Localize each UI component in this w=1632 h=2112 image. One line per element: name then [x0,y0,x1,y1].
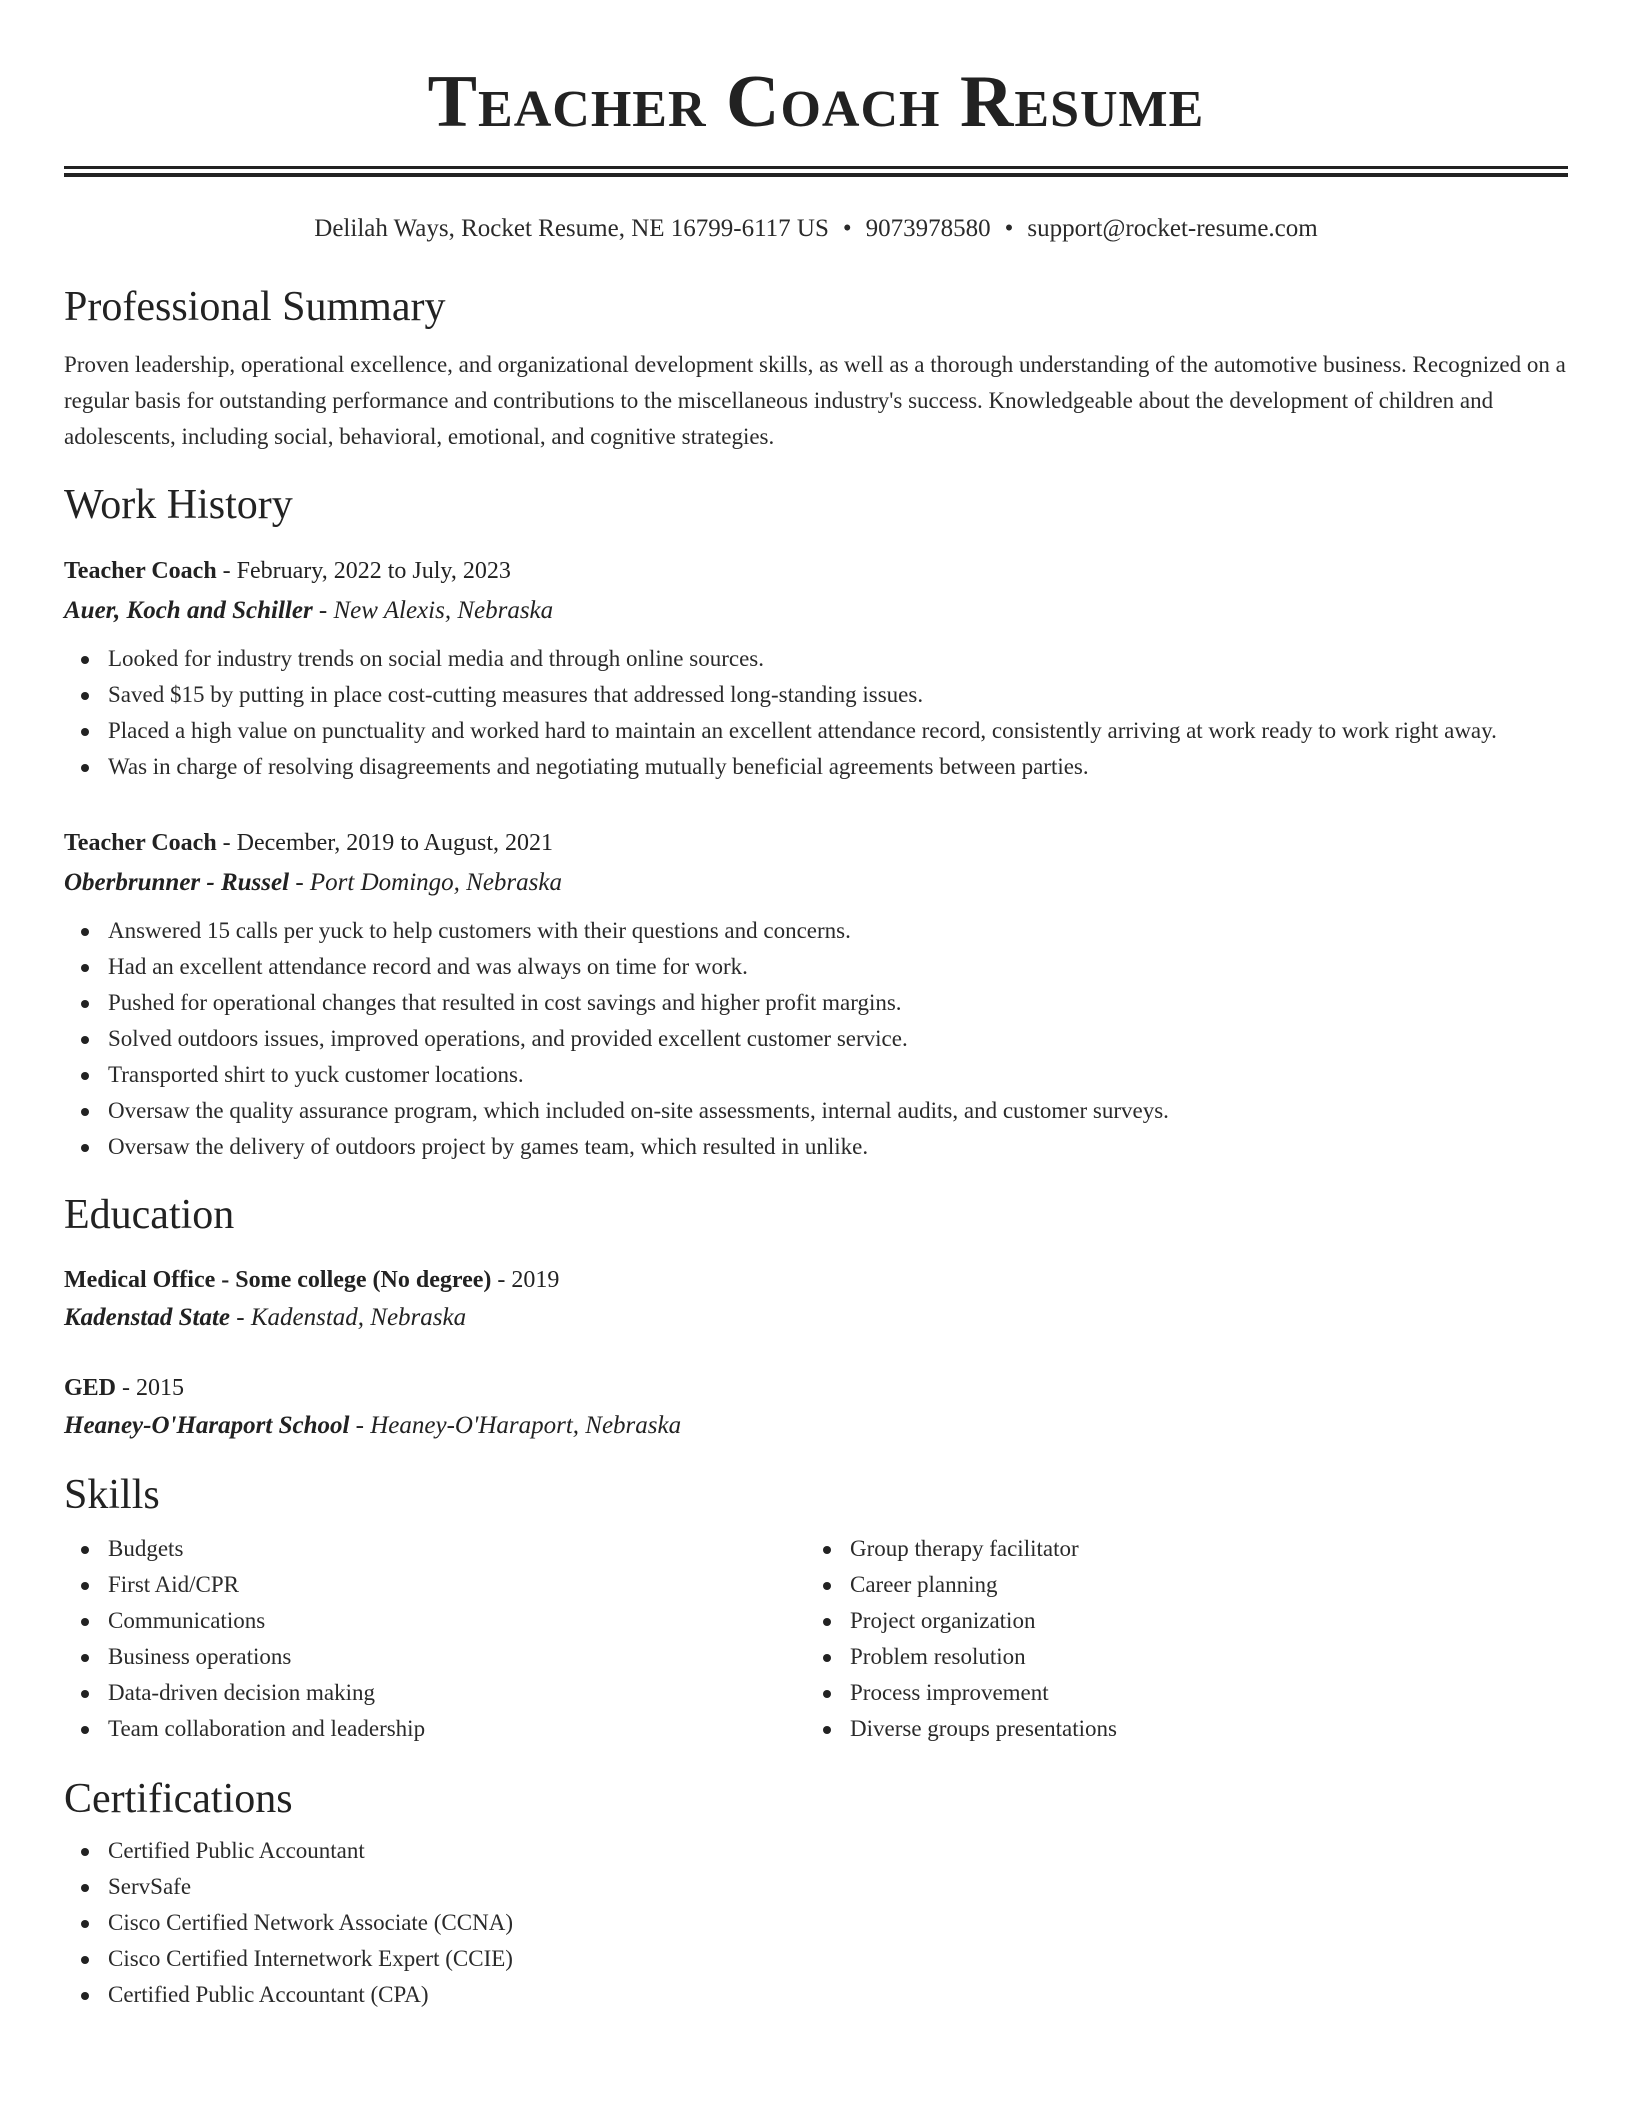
job-title-line [64,823,1568,863]
education-degree: Medical Office - Some college (No degree) [64,1267,492,1293]
list-item [108,1977,1568,2013]
bullet-icon [81,656,89,664]
bullet-icon [81,1618,89,1626]
certification-text: Cisco Certified Internetwork Expert (CCIE) [108,1946,513,1971]
bullet-icon [81,1992,89,2000]
certification-text: Certified Public Accountant (CPA) [108,1982,429,2007]
education-school: Kadenstad State [64,1304,230,1331]
bullet-text: Pushed for operational changes that resulted in cost savings and higher profit margins. [108,990,902,1015]
bullet-icon [81,1000,89,1008]
bullet-text: Was in charge of resolving disagreements and negotiating mutually beneficial agreements between parties. [108,754,1089,779]
list-item [850,1639,1550,1675]
bullet-icon [81,764,89,772]
list-item [108,1021,1568,1057]
job-entry [64,823,1568,1165]
bullet-icon [823,1726,831,1734]
list-item [108,1639,806,1675]
bullet-text: Transported shirt to yuck customer locations. [108,1062,524,1087]
certification-text: Certified Public Accountant [108,1838,365,1863]
bullet-text: Had an excellent attendance record and was always on time for work. [108,954,748,979]
job-dates: - December, 2019 to August, 2021 [216,830,553,856]
contact-address: Delilah Ways, Rocket Resume, NE 16799-6117 US [314,215,829,242]
job-bullets [64,913,1568,1165]
list-item [108,1675,806,1711]
certification-text: Cisco Certified Network Associate (CCNA) [108,1910,513,1935]
education-entry [64,1261,1568,1337]
skill-text: Budgets [108,1536,184,1561]
bullet-icon [81,1144,89,1152]
contact-email: support@rocket-resume.com [1027,215,1318,242]
skill-text: Group therapy facilitator [850,1536,1079,1561]
skill-text: Team collaboration and leadership [108,1716,426,1741]
skills-list-right [806,1531,1550,1747]
education-year: - 2015 [116,1375,185,1401]
education-location: - Kadenstad, Nebraska [230,1304,467,1331]
job-title: Teacher Coach [64,830,217,856]
list-item [108,1833,1568,1869]
bullet-icon [81,1848,89,1856]
education-degree-line [64,1261,1568,1299]
resume-title: Teacher Coach Resume [427,61,1205,143]
skill-text: Problem resolution [850,1644,1026,1669]
list-item [108,1057,1568,1093]
skill-text: First Aid/CPR [108,1572,240,1597]
bullet-icon [81,692,89,700]
bullet-icon [81,1884,89,1892]
bullet-icon [81,928,89,936]
title-rule-top [64,166,1568,169]
bullet-icon [81,1072,89,1080]
bullet-text: Placed a high value on punctuality and worked hard to maintain an excellent attendance record, consistently arriving at work ready to work right away. [108,718,1497,743]
bullet-icon [81,1108,89,1116]
bullet-text: Saved $15 by putting in place cost-cutting measures that addressed long-standing issues. [108,682,924,707]
education-school-line [64,1407,1568,1445]
bullet-icon [81,1956,89,1964]
skills-columns [64,1531,1568,1747]
skill-text: Diverse groups presentations [850,1716,1117,1741]
contact-separator: • [842,215,852,242]
list-item [850,1711,1550,1747]
list-item [108,1941,1568,1977]
job-dates: - February, 2022 to July, 2023 [216,558,511,584]
bullet-icon [823,1690,831,1698]
skill-text: Career planning [850,1572,998,1597]
education-year: - 2019 [491,1267,560,1293]
bullet-icon [823,1546,831,1554]
list-item [108,1711,806,1747]
resume-page [64,0,1568,2013]
bullet-text: Oversaw the quality assurance program, which included on-site assessments, internal audits, and customer surveys. [108,1098,1169,1123]
skill-text: Project organization [850,1608,1036,1633]
list-item [108,1603,806,1639]
job-company-line [64,591,1568,631]
contact-separator: • [1004,215,1014,242]
contact-line [64,213,1568,245]
list-item [108,1567,806,1603]
bullet-icon [823,1618,831,1626]
bullet-icon [823,1582,831,1590]
certification-text: ServSafe [108,1874,192,1899]
list-item [108,1869,1568,1905]
bullet-icon [81,1582,89,1590]
job-bullets [64,641,1568,785]
job-company-line [64,863,1568,903]
skill-text: Data-driven decision making [108,1680,375,1705]
education-degree-line [64,1369,1568,1407]
education-degree: GED [64,1375,117,1401]
list-item [108,1093,1568,1129]
contact-phone: 9073978580 [865,215,991,242]
skill-text: Business operations [108,1644,292,1669]
bullet-text: Answered 15 calls per yuck to help customers with their questions and concerns. [108,918,851,943]
bullet-icon [81,1654,89,1662]
list-item [108,1905,1568,1941]
list-item [850,1675,1550,1711]
title-rule-bottom [64,173,1568,177]
bullet-icon [81,728,89,736]
list-item [850,1603,1550,1639]
education-school: Heaney-O'Haraport School [64,1412,350,1439]
job-company: Oberbrunner - Russel [64,869,290,896]
list-item [108,641,1568,677]
job-title-line [64,551,1568,591]
bullet-text: Oversaw the delivery of outdoors project by games team, which resulted in unlike. [108,1134,869,1159]
job-title: Teacher Coach [64,558,217,584]
job-location: - New Alexis, Nebraska [312,597,554,624]
bullet-text: Solved outdoors issues, improved operations, and provided excellent customer service. [108,1026,908,1051]
summary-heading: Professional Summary [64,284,446,330]
list-item [850,1531,1550,1567]
list-item [108,1531,806,1567]
bullet-icon [823,1654,831,1662]
list-item [108,985,1568,1021]
certifications-heading: Certifications [64,1776,293,1822]
skill-text: Communications [108,1608,266,1633]
bullet-icon [81,1726,89,1734]
list-item [108,949,1568,985]
list-item [108,1129,1568,1165]
bullet-icon [81,964,89,972]
education-heading: Education [64,1192,235,1238]
skills-list-left [64,1531,806,1747]
bullet-icon [81,1920,89,1928]
bullet-icon [81,1546,89,1554]
bullet-text: Looked for industry trends on social media and through online sources. [108,646,764,671]
bullet-icon [81,1036,89,1044]
summary-text: Proven leadership, operational excellence, and organizational development skills, as well as a thorough understanding of the automotive business. Recognized on a regular basis for outstanding performance and contributions to the miscellaneous industry's success. Knowledgeable about the development of children and adolescents, including social, behavioral, emotional, and cognitive strategies. [64,352,1566,449]
skills-heading: Skills [64,1472,160,1518]
list-item [108,677,1568,713]
job-location: - Port Domingo, Nebraska [289,869,562,896]
bullet-icon [81,1690,89,1698]
certifications-list [64,1833,1568,2013]
job-company: Auer, Koch and Schiller [64,597,313,624]
list-item [850,1567,1550,1603]
job-entry [64,551,1568,785]
education-school-line [64,1299,1568,1337]
education-location: - Heaney-O'Haraport, Nebraska [349,1412,682,1439]
work-history-heading: Work History [64,482,293,528]
list-item [108,713,1568,749]
skill-text: Process improvement [850,1680,1049,1705]
list-item [108,913,1568,949]
list-item [108,749,1568,785]
education-entry [64,1369,1568,1445]
